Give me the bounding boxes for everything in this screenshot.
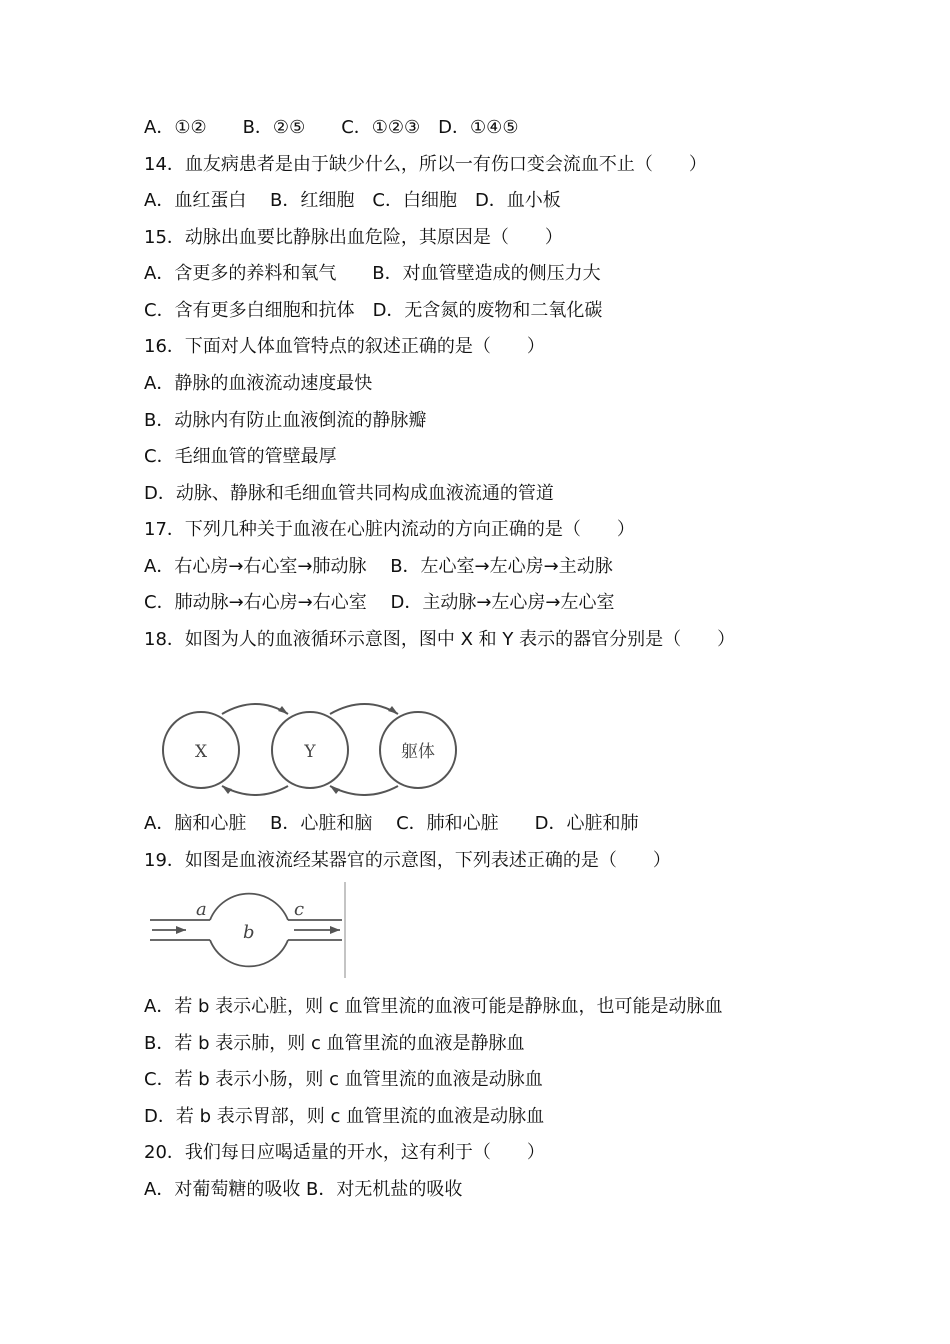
- question-16-option-a: A．静脉的血液流动速度最快: [144, 373, 373, 394]
- question-16-option-c: C．毛细血管的管壁最厚: [144, 446, 337, 467]
- diagram-label-a: a: [196, 899, 207, 920]
- question-15-options-ab: A．含更多的养料和氧气 B．对血管壁造成的侧压力大: [144, 263, 601, 284]
- question-19: 19．如图是血液流经某器官的示意图，下列表述正确的是（ ）: [144, 850, 671, 871]
- question-20: 20．我们每日应喝适量的开水，这有利于（ ）: [144, 1142, 545, 1163]
- diagram-label-y: Y: [304, 742, 316, 762]
- question-19-option-b: B．若 b 表示肺，则 c 血管里流的血液是静脉血: [144, 1033, 525, 1054]
- diagram-label-body: 躯体: [401, 742, 435, 762]
- question-16: 16．下面对人体血管特点的叙述正确的是（ ）: [144, 336, 545, 357]
- question-15-options-cd: C．含有更多白细胞和抗体 D．无含氮的废物和二氧化碳: [144, 300, 603, 321]
- question-19-option-d: D．若 b 表示胃部，则 c 血管里流的血液是动脉血: [144, 1106, 545, 1127]
- question-20-options-ab: A．对葡萄糖的吸收 B．对无机盐的吸收: [144, 1179, 463, 1200]
- diagram-label-x: X: [194, 742, 208, 762]
- question-15: 15．动脉出血要比静脉出血危险，其原因是（ ）: [144, 227, 563, 248]
- question-18-options: A．脑和心脏 B．心脏和脑 C．肺和心脏 D．心脏和肺: [144, 813, 639, 834]
- question-16-option-d: D．动脉、静脉和毛细血管共同构成血液流通的管道: [144, 483, 554, 504]
- organ-blood-flow-diagram: [144, 882, 350, 978]
- diagram-label-c: c: [294, 899, 305, 920]
- question-16-option-b: B．动脉内有防止血液倒流的静脉瓣: [144, 410, 427, 431]
- question-17-options-ab: A．右心房→右心室→肺动脉 B．左心室→左心房→主动脉: [144, 556, 613, 577]
- question-19-option-a: A．若 b 表示心脏，则 c 血管里流的血液可能是静脉血，也可能是动脉血: [144, 996, 723, 1017]
- circulation-diagram: [160, 700, 460, 796]
- line-13-options: A．①② B．②⑤ C．①②③ D．①④⑤: [144, 117, 519, 138]
- question-17-options-cd: C．肺动脉→右心房→右心室 D．主动脉→左心房→左心室: [144, 592, 615, 613]
- question-14: 14．血友病患者是由于缺少什么，所以一有伤口变会流血不止（ ）: [144, 154, 707, 175]
- question-14-options: A．血红蛋白 B．红细胞 C．白细胞 D．血小板: [144, 190, 561, 211]
- diagram-label-b: b: [243, 922, 255, 943]
- question-18: 18．如图为人的血液循环示意图，图中 X 和 Y 表示的器官分别是（ ）: [144, 629, 736, 650]
- question-17: 17．下列几种关于血液在心脏内流动的方向正确的是（ ）: [144, 519, 635, 540]
- question-19-option-c: C．若 b 表示小肠，则 c 血管里流的血液是动脉血: [144, 1069, 543, 1090]
